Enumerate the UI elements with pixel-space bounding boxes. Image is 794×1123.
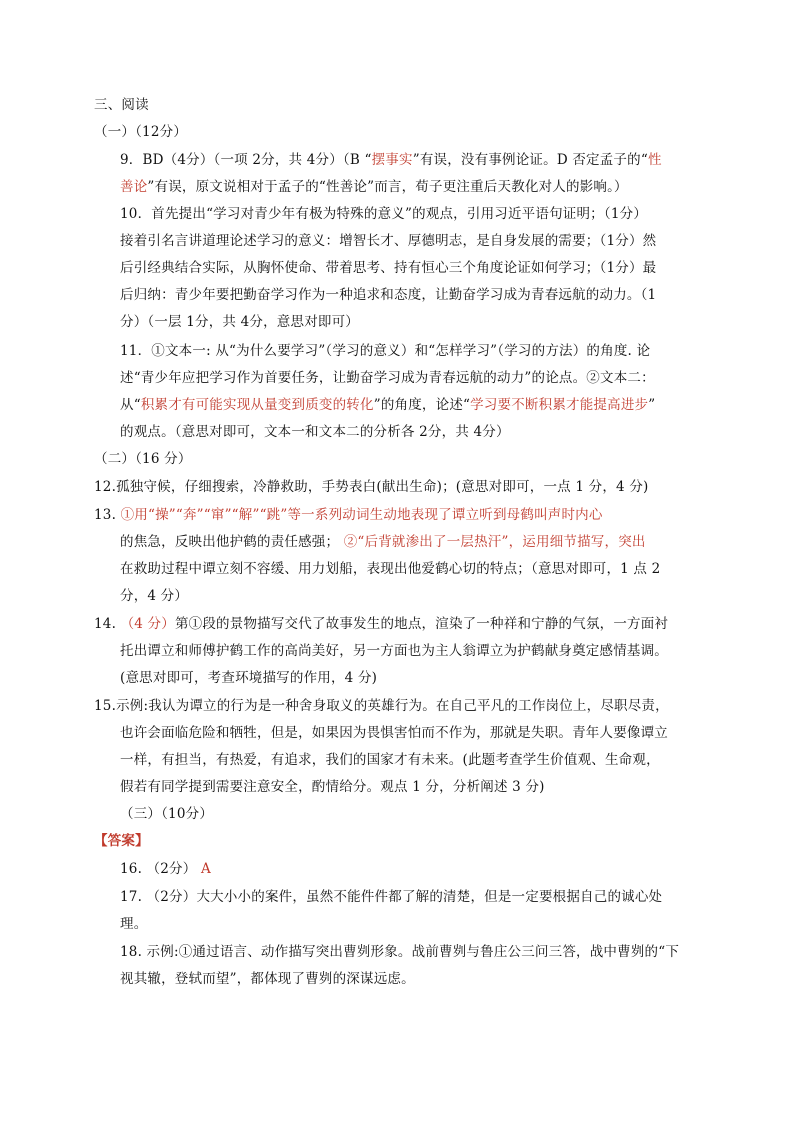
q15-line2: 也许会面临危险和牺牲，但是，如果因为畏惧害怕而不作为，那就是失职。青年人要像谭立 — [120, 725, 668, 741]
q14-text-a: 第①段的景物描写交代了故事发生的地点，渲染了一种祥和宁静的气氛，一方面衬 — [174, 616, 669, 632]
q11-highlight-b: 学习要不断积累才能提高进步 — [470, 397, 649, 413]
q9-line1 — [120, 151, 662, 169]
q13-text-b: 的焦急，反映出他护鹤的责任感强； — [120, 534, 344, 550]
q13-text-a: ①用“操”“奔”“窜”“解”“跳”等一系列动词生动地表现了谭立听到母鹤叫声时内心 — [120, 507, 603, 523]
q14-number: 14. — [94, 616, 121, 632]
part3-header: （三）（10分） — [120, 806, 214, 822]
q12-line: 12.孤独守候，仔细搜索，冷静救助，手势表白(献出生命)；(意思对即可，一点 1 分，4 分) — [94, 479, 649, 495]
q9-highlight-b: 性 — [647, 152, 662, 168]
q11-line4: 的观点。（意思对即可，文本一和文本二的分析各 2分，共 4分） — [120, 424, 510, 440]
q13-line1 — [94, 506, 603, 524]
q16-answer: A — [200, 861, 211, 877]
q14-line2: 托出谭立和师傅护鹤工作的高尚美好，另一方面也为主人翁谭立为护鹤献身奠定感情基调。 — [120, 643, 668, 659]
q13-line3: 在救助过程中谭立刻不容缓、用力划船，表现出他爱鹤心切的特点；（意思对即可，1 点 2 — [120, 561, 661, 577]
q14-score: （4 分） — [120, 616, 175, 632]
q14-line3: (意思对即可，考查环境描写的作用，4 分) — [120, 670, 378, 686]
q9-highlight-a: 摆事实 — [371, 152, 413, 168]
q10-line5: 分）（一层 1分，共 4分，意思对即可） — [120, 314, 360, 330]
q10-line3: 后引经典结合实际，从胸怀使命、带着思考、持有恒心三个角度论证如何学习；（1分）最 — [120, 260, 657, 276]
q14-line1 — [94, 615, 668, 633]
q11-highlight-a: 积累才有可能实现从量变到质变的转化 — [140, 397, 374, 413]
q13-number: 13. — [94, 507, 121, 523]
q13-line2 — [120, 533, 646, 551]
q10-line4: 后归纳：青少年要把勤奋学习作为一种追求和态度，让勤奋学习成为青春远航的动力。（1 — [120, 287, 657, 303]
q10-line2: 接着引名言讲道理论述学习的意义：增智长才、厚德明志，是自身发展的需要；（1分）然 — [120, 233, 657, 249]
q18-line2: 视其辙，登轼而望”，都体现了曹刿的深谋远虑。 — [120, 971, 415, 987]
q16-text: 16. （2分） — [120, 861, 201, 877]
q9-highlight-c: 善论 — [120, 179, 148, 195]
q18-line1 — [120, 943, 679, 961]
q11-text-c: ” — [648, 397, 656, 413]
q18-text-a: ①通过语言、动作描写突出曹刿形象。战前曹刿与鲁庄公三问三答，战中曹刿的“下 — [178, 944, 680, 960]
answer-label: 【答案】 — [94, 833, 149, 849]
q17-line1: 17. （2分）大大小小的案件，虽然不能件件都了解的清楚，但是一定要根据自己的诚心处 — [120, 889, 663, 905]
q11-line2: 述“青少年应把学习作为首要任务，让勤奋学习成为青春远航的动力”的论点。②文本二： — [120, 370, 655, 386]
q11-line3 — [120, 396, 655, 414]
part1-header: （一）（12分） — [94, 124, 188, 140]
q11-line1: 11．①文本一: 从“为什么要学习”（学习的意义）和“怎样学习”（学习的方法）的角度. 论 — [120, 343, 651, 359]
q13-line4: 分，4 分） — [120, 588, 189, 604]
q15-line3: 一样，有担当，有热爱，有追求，我们的国家才有未来。(此题考查学生价值观、生命观， — [120, 752, 660, 768]
section-title: 三、阅读 — [94, 97, 149, 113]
q9-text-c: ”有误，原文说相对于孟子的“性善论”而言，荀子更注重后天教化对人的影响。） — [147, 179, 628, 195]
q18-label: 18. 示例: — [120, 944, 179, 960]
q17-line2: 理。 — [120, 916, 148, 932]
q13-highlight: ②“后背就渗出了一层热汗”，运用细节描写，突出 — [343, 534, 646, 550]
q16-line — [120, 860, 211, 878]
q9-text-a: 9．BD（4分）（一项 2分，共 4分）（B “ — [120, 152, 372, 168]
q11-text-b: ”的角度，论述“ — [373, 397, 471, 413]
q15-line4: 假若有同学提到需要注意安全，酌情给分。观点 1 分，分析阐述 3 分) — [120, 779, 545, 795]
q9-text-b: ”有误，没有事例论证。D 否定孟子的“ — [412, 152, 648, 168]
q15-line1: 15.示例:我认为谭立的行为是一种舍身取义的英雄行为。在自己平凡的工作岗位上，尽职尽责， — [94, 698, 669, 714]
q10-line1: 10．首先提出“学习对青少年有极为特殊的意义”的观点，引用习近平语句证明；（1分） — [120, 206, 648, 222]
q9-line2 — [120, 178, 628, 196]
part2-header: （二）（16 分） — [94, 451, 192, 467]
q11-text-a: 从“ — [120, 397, 141, 413]
